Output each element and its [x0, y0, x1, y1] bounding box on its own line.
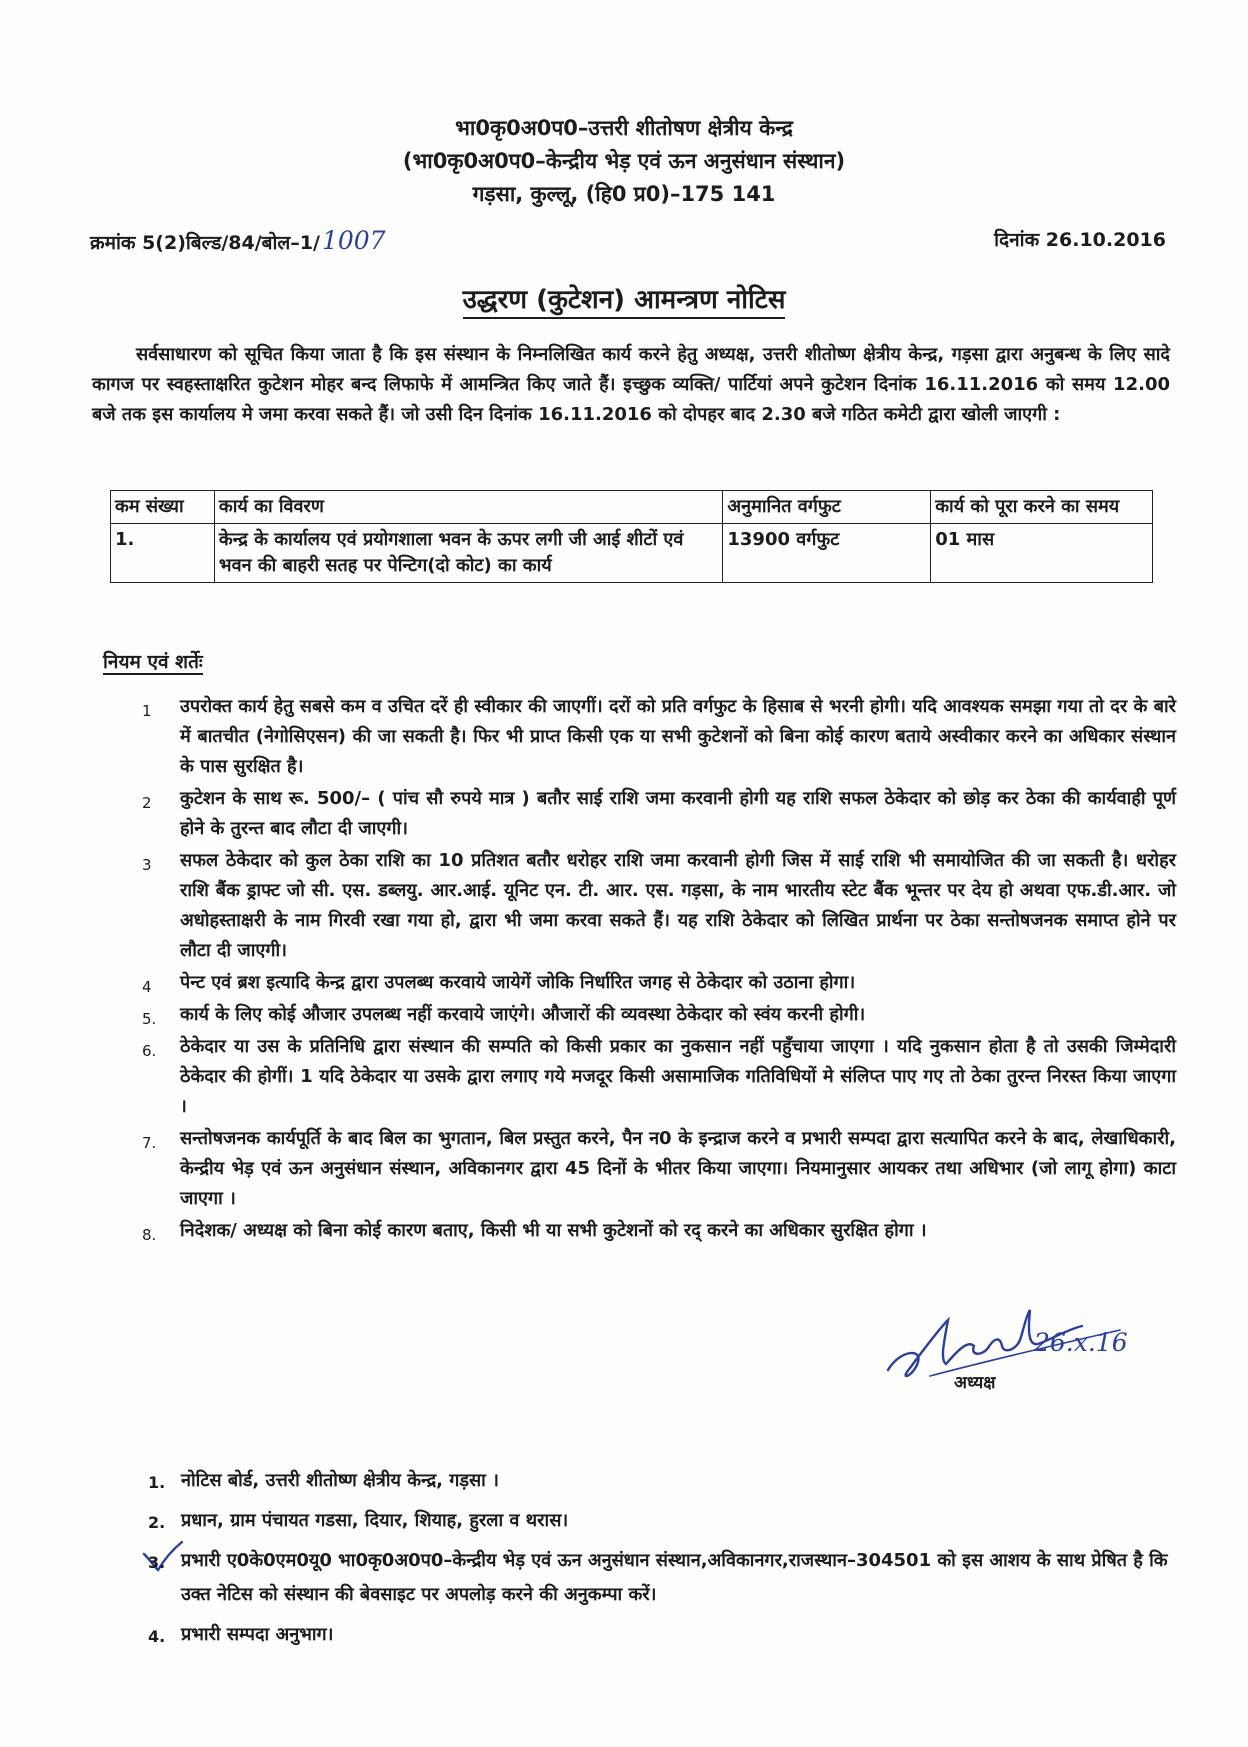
- copy-number: 3.: [148, 1553, 166, 1572]
- cell-completion-time: 01 मास: [931, 524, 1153, 583]
- notice-date: दिनांक 26.10.2016: [994, 229, 1166, 251]
- rule-text: कार्य के लिए कोई औजार उपलब्ध नहीं करवाये जाएंगे। औजारों की व्यवस्था ठेकेदार को स्वंय करनी होगी।: [180, 1004, 866, 1025]
- rule-text: निदेशक/ अध्यक्ष को बिना कोई कारण बताए, किसी भी या सभी कुटेशनों को रद् करने का अधिकार सुरक्षित होगा ।: [180, 1220, 927, 1241]
- signatory-designation: अध्यक्ष: [954, 1373, 996, 1393]
- list-item: [0, 1000, 1248, 1030]
- rule-text: सफल ठेकेदार को कुल ठेका राशि का 10 प्रतिशत बतौर धरोहर राशि जमा करवानी होगी जिस में साई राशि भी समायोजित की जा सकती है। धरोहर राशि बैंक ड्राफ्ट जो सी. एस. डब्लयु. आर.आई. यूनिट एन. टी. आर. एस. गड़सा, के नाम भारतीय स्टेट बैंक भून्तर पर देय हो अथवा एफ.डी.आर. जो अधोहस्ताक्षरी के नाम गिरवी रखा गया हो, द्वारा भी जमा करवा सकते हैं। यह राशि ठेकेदार को लिखित प्रार्थना पर ठेका सन्तोषजनक समाप्त होने पर लौटा दी जाएगी।: [180, 850, 1176, 961]
- cell-serial: 1.: [111, 524, 215, 583]
- copy-number: 2.: [148, 1513, 166, 1532]
- rule-text: सन्तोषजनक कार्यपूर्ति के बाद बिल का भुगतान, बिल प्रस्तुत करने, पैन न0 के इन्द्राज करने व प्रभारी सम्पदा द्वारा सत्यापित करने के बाद, लेखाधिकारी, केन्द्रीय भेड़ एवं ऊन अनुसंधान संस्थान, अविकानगर द्वारा 45 दिनों के भीतर किया जाएगा। नियमानुसार आयकर तथा अधिभार (जो लागू होगा) काटा जाएगा ।: [180, 1128, 1176, 1209]
- letterhead: [0, 112, 1248, 211]
- notice-title: [0, 280, 1248, 316]
- rule-number: 4: [142, 978, 152, 996]
- rule-number: 7.: [142, 1134, 157, 1152]
- list-item: [0, 1504, 1248, 1538]
- rule-number: 2: [142, 794, 152, 812]
- cell-estimated-area: 13900 वर्गफुट: [723, 524, 931, 583]
- signature-date: 26.x.16: [1034, 1328, 1128, 1357]
- list-item: [0, 784, 1248, 844]
- list-item: [0, 1464, 1248, 1498]
- intro-paragraph: सर्वसाधारण को सूचित किया जाता है कि इस संस्थान के निम्नलिखित कार्य करने हेतु अध्यक्ष, उत्तरी शीतोष्ण क्षेत्रीय केन्द्र, गड़सा द्वारा अनुबन्ध के लिए सादे कागज पर स्वहस्ताक्षरित कुटेशन मोहर बन्द लिफाफे में आमन्त्रित किए जाते हैं। इच्छुक व्यक्ति/ पार्टियां अपने कुटेशन दिनांक 16.11.2016 को समय 12.00 बजे तक इस कार्यालय मे जमा करवा सकते हैं। जो उसी दिन दिनांक 16.11.2016 को दोपहर बाद 2.30 बजे गठित कमेटी द्वारा खोली जाएगी :: [92, 344, 1170, 425]
- cell-work-description: केन्द्र के कार्यालय एवं प्रयोगशाला भवन के ऊपर लगी जी आई शीटों एवं भवन की बाहरी सतह पर पेन्टिग(दो कोट) का कार्य: [214, 524, 722, 583]
- list-item: [0, 1618, 1248, 1652]
- list-item: [0, 968, 1248, 998]
- header-estimated-area: अनुमानित वर्गफुट: [723, 491, 931, 524]
- list-item: [0, 1032, 1248, 1122]
- rule-number: 5.: [142, 1010, 157, 1028]
- letterhead-line-3: गड़सा, कुल्लू, (हि0 प्र0)–175 141: [472, 182, 776, 206]
- header-work-description: कार्य का विवरण: [214, 491, 722, 524]
- rule-number: 8.: [142, 1226, 157, 1244]
- letterhead-line-2: (भा0कृ0अ0प0–केन्द्रीय भेड़ एवं ऊन अनुसंधान संस्थान): [402, 149, 846, 173]
- header-serial: कम संख्या: [111, 491, 215, 524]
- copy-text: प्रभारी सम्पदा अनुभाग।: [181, 1624, 334, 1645]
- rules-heading: [103, 648, 203, 674]
- table-row: [111, 524, 1153, 583]
- copy-text: प्रभारी ए0के0एम0यू0 भा0कृ0अ0प0–केन्द्रीय भेड़ एवं ऊन अनुसंधान संस्थान,अविकानगर,राजस्थान–304501 को इस आशय के साथ प्रेषित है कि उक्त नेटिस को संस्थान की बेवसाइट पर अपलोड़ करने की अनुकम्पा करें।: [181, 1550, 1168, 1605]
- rule-text: पेन्ट एवं ब्रश इत्यादि केन्द्र द्वारा उपलब्ध करवाये जायेगें जोकि निर्धारित जगह से ठेकेदार को उठाना होगा।: [180, 972, 856, 993]
- rule-text: ठेकेदार या उस के प्रतिनिधि द्वारा संस्थान की सम्पति को किसी प्रकार का नुकसान नहीं पहुँचाया जाएगा । यदि नुकसान होता है तो उसकी जिम्मेदारी ठेकेदार की होगीं। 1 यदि ठेकेदार या उसके द्वारा लगाए गये मजदूर किसी असामाजिक गतिविधियों मे संलिप्त पाए गए तो ठेका तुरन्त निरस्त किया जाएगा ।: [180, 1036, 1176, 1117]
- table-header-row: [111, 491, 1153, 524]
- reference-text: क्रमांक 5(2)बिल्ड/84/बोल–1/: [90, 232, 320, 254]
- list-item: [0, 1124, 1248, 1214]
- rule-number: 6.: [142, 1042, 157, 1060]
- reference-handwritten-number: 1007: [321, 226, 386, 255]
- letterhead-line-1: भा0कृ0अ0प0–उत्तरी शीतोषण क्षेत्रीय केन्द्र: [455, 116, 793, 140]
- list-item: [0, 846, 1248, 966]
- reference-number: [90, 226, 386, 255]
- rules-list: [0, 692, 1248, 1248]
- notice-title-text: उद्धरण (कुटेशन) आमन्त्रण नोटिस: [463, 285, 786, 319]
- header-completion-time: कार्य को पूरा करने का समय: [931, 491, 1153, 524]
- copy-to-list: [0, 1464, 1248, 1658]
- rule-text: कुटेशन के साथ रू. 500/– ( पांच सौ रुपये मात्र ) बतौर साई राशि जमा करवानी होगी यह राशि सफल ठेकेदार को छोड़ कर ठेका की कार्यवाही पूर्ण होने के तुरन्त बाद लौटा दी जाएगी।: [180, 788, 1176, 839]
- rules-heading-text: नियम एवं शर्तेः: [103, 651, 203, 673]
- list-item: [0, 692, 1248, 782]
- rule-number: 3: [142, 856, 152, 874]
- list-item: [0, 1544, 1248, 1612]
- works-table: [110, 490, 1153, 583]
- copy-number: 4.: [148, 1627, 166, 1646]
- list-item: [0, 1216, 1248, 1246]
- copy-text: नोटिस बोर्ड, उत्तरी शीतोष्ण क्षेत्रीय केन्द्र, गड़सा ।: [181, 1470, 499, 1491]
- copy-number: 1.: [148, 1473, 166, 1492]
- rule-text: उपरोक्त कार्य हेतु सबसे कम व उचित दरें ही स्वीकार की जाएगीं। दरों को प्रति वर्गफुट के हिसाब से भरनी होगी। यदि आवश्यक समझा गया तो दर के बारे में बातचीत (नेगोसिएसन) की जा सकती है। फिर भी प्राप्त किसी एक या सभी कुटेशनों को बिना कोई कारण बताये अस्वीकार करने का अधिकार संस्थान के पास सुरक्षित है।: [180, 696, 1176, 777]
- copy-text: प्रधान, ग्राम पंचायत गडसा, दियार, शियाह, हुरला व थरास।: [181, 1510, 569, 1531]
- rule-number: 1: [142, 702, 152, 720]
